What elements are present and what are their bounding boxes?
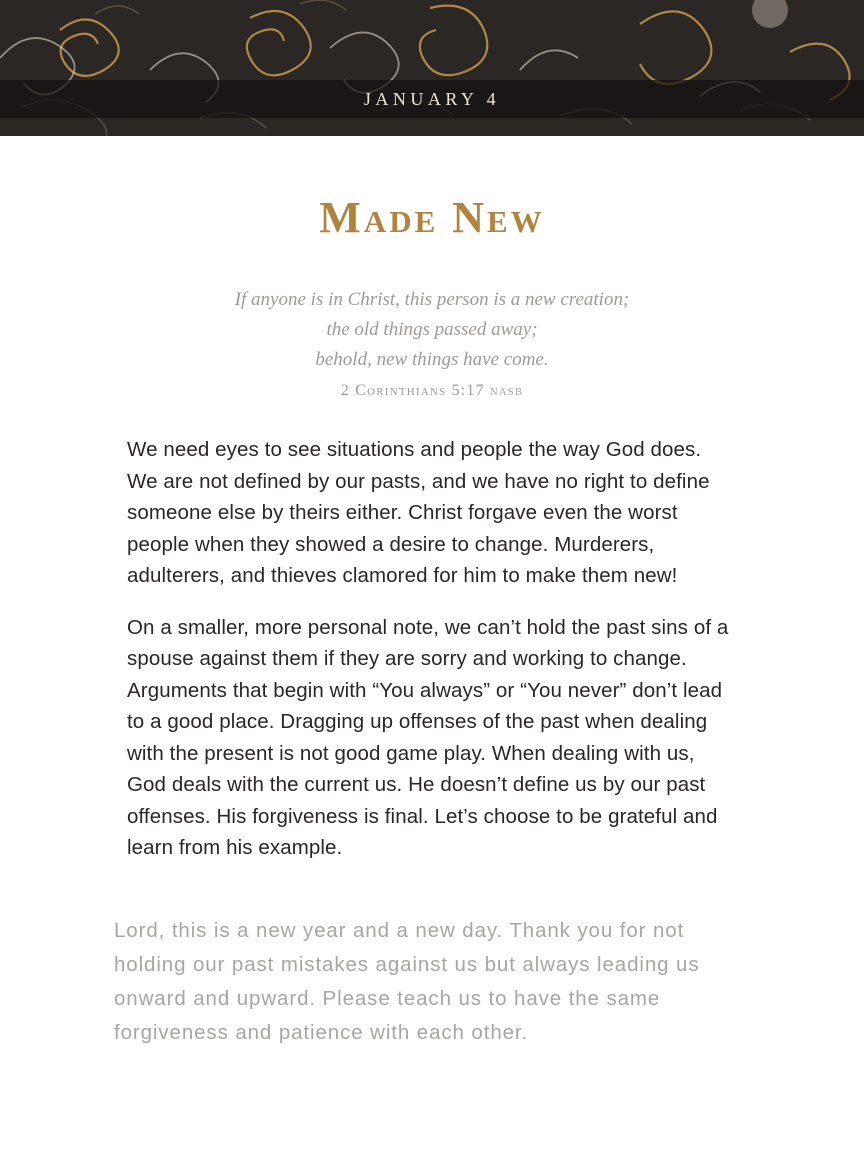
body-paragraph: On a smaller, more personal note, we can’t hold the past sins of a spouse against them if they are sorry and working to change. Arguments that begin with “You always” or “You never” don’t lead to a good place. Dragging up offenses of the past when dealing with the present is not good game play. When dealing with us, God deals with the current us. He doesn’t define us by our past offenses. His forgiveness is final. Let’s choose to be grateful and learn from his example. xyxy=(127,615,729,859)
page-header-band xyxy=(0,0,864,136)
body-paragraph: We need eyes to see situations and people the way God does. We are not defined by our pasts, and we have no right to define someone else by theirs either. Christ forgave even the worst people when they showed a desire to change. Murderers, adulterers, and thieves clamored for him to make them new! xyxy=(127,438,710,587)
scripture-reference xyxy=(0,382,864,400)
scripture-line: the old things passed away; xyxy=(326,319,538,340)
scripture-reference-text: 2 Corinthians 5:17 xyxy=(340,382,485,399)
date-label: JANUARY 4 xyxy=(363,88,501,109)
bible-version-label: NASB xyxy=(489,386,524,398)
scripture-line: If anyone is in Christ, this person is a new creation; xyxy=(234,289,630,310)
scripture-line: behold, new things have come. xyxy=(315,349,549,370)
date-banner xyxy=(0,80,864,118)
scripture-quote xyxy=(172,285,692,375)
page-title: Made New xyxy=(319,193,545,242)
devotional-body xyxy=(127,434,737,864)
prayer-text: Lord, this is a new year and a new day. Thank you for not holding our past mistakes against us but always leading us onward and upward. Please teach us to have the same forgiveness and patience with each other. xyxy=(114,918,700,1044)
prayer-block xyxy=(114,914,750,1050)
